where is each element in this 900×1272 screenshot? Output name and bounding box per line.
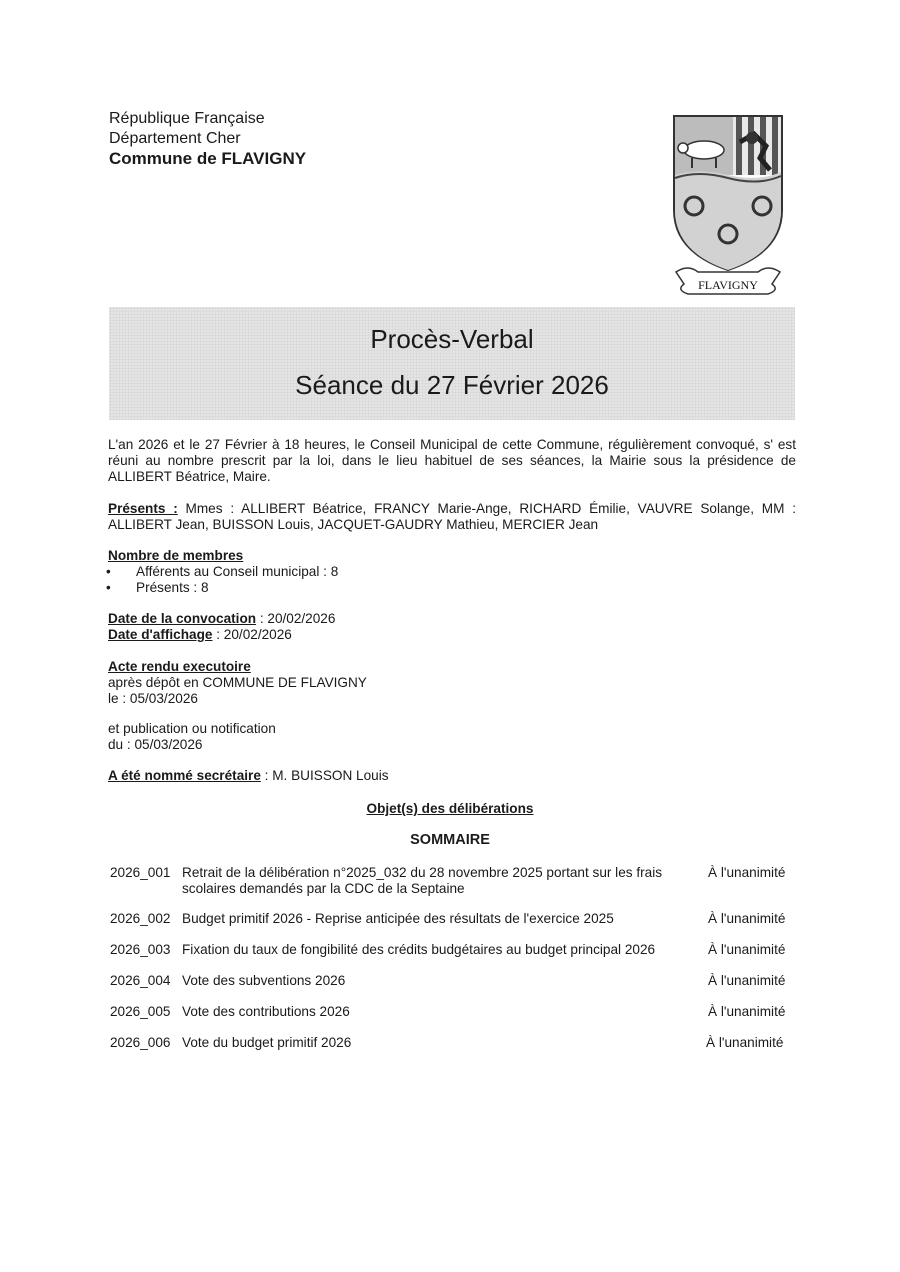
deliberation-number: 2026_003: [110, 942, 171, 957]
deliberation-title: Vote des contributions 2026: [182, 1004, 350, 1019]
department-label: Département Cher: [109, 130, 241, 147]
intro-paragraph: L'an 2026 et le 27 Février à 18 heures, le Conseil Municipal de cette Commune, régulièrement convoqué, s' est réuni au nombre prescrit par la loi, dans le lieu habituel de ses séances, la Mairie sous la présidence de ALLIBERT Béatrice, Maire.: [108, 437, 796, 484]
document-title: Procès-Verbal: [370, 324, 534, 354]
members-afferents-item: [106, 564, 339, 580]
deliberation-title: Fixation du taux de fongibilité des crédits budgétaires au budget principal 2026: [182, 942, 656, 957]
presents-colon: :: [173, 501, 178, 516]
acte-depot: après dépôt en COMMUNE DE FLAVIGNY: [108, 675, 367, 690]
members-heading: [108, 548, 796, 564]
session-date-title: Séance du 27 Février 2026: [295, 370, 609, 400]
municipality-header: [109, 109, 306, 169]
deliberation-number: 2026_005: [110, 1004, 171, 1019]
deliberation-title: Retrait de la délibération n°2025_032 du 28 novembre 2025 portant sur les frais scolaires demandés par la CDC de la Septaine: [182, 865, 663, 896]
deliberation-number: 2026_001: [110, 865, 171, 880]
secretary-label: A été nommé secrétaire: [108, 768, 261, 783]
members-label: Nombre de membres: [108, 548, 244, 563]
members-presents-item: [106, 580, 209, 596]
convocation-label: Date de la convocation: [108, 611, 257, 626]
affichage-date-line: [108, 627, 796, 643]
affichage-value: : 20/02/2026: [212, 627, 292, 642]
objects-heading: [0, 801, 900, 816]
secretary-value: : M. BUISSON Louis: [260, 768, 389, 783]
objects-heading-text: Objet(s) des délibérations: [366, 801, 534, 816]
acte-publication-date: du : 05/03/2026: [108, 737, 203, 752]
secretary-line: [108, 768, 796, 784]
deliberation-number: 2026_004: [110, 973, 171, 988]
summary-heading: SOMMAIRE: [410, 832, 490, 848]
deliberation-vote: À l'unanimité: [708, 942, 786, 957]
presents-paragraph: [108, 501, 796, 533]
acte-heading: [108, 659, 796, 675]
deliberation-vote: À l'unanimité: [708, 1004, 786, 1019]
bullet-icon: •: [106, 564, 111, 579]
members-afferents: Afférents au Conseil municipal : 8: [136, 564, 339, 579]
acte-depot-date: le : 05/03/2026: [108, 691, 198, 706]
deliberation-vote: À l'unanimité: [708, 911, 786, 926]
affichage-label: Date d'affichage: [108, 627, 213, 642]
convocation-value: : 20/02/2026: [256, 611, 336, 626]
presents-list: Mmes : ALLIBERT Béatrice, FRANCY Marie-Ange, RICHARD Émilie, VAUVRE Solange, MM : ALLIBERT Jean, BUISSON Louis, JACQUET-GAUDRY Mathieu, MERCIER Jean: [108, 501, 796, 532]
deliberation-vote: À l'unanimité: [706, 1035, 784, 1050]
deliberation-number: 2026_006: [110, 1035, 171, 1050]
bullet-icon: •: [106, 580, 111, 595]
convocation-date-line: [108, 611, 796, 627]
crest-banner-text: FLAVIGNY: [698, 278, 758, 292]
acte-label: Acte rendu executoire: [108, 659, 251, 674]
deliberation-title: Vote des subventions 2026: [182, 973, 346, 988]
deliberation-number: 2026_002: [110, 911, 171, 926]
flavigny-coat-of-arms: [668, 112, 788, 302]
acte-publication: et publication ou notification: [108, 721, 276, 736]
deliberation-title: Budget primitif 2026 - Reprise anticipée des résultats de l'exercice 2025: [182, 911, 614, 926]
commune-name: Commune de FLAVIGNY: [109, 149, 307, 168]
deliberation-vote: À l'unanimité: [708, 973, 786, 988]
title-box: [109, 307, 795, 420]
deliberation-vote: À l'unanimité: [708, 865, 786, 880]
republic-label: République Française: [109, 110, 265, 127]
members-presents: Présents : 8: [136, 580, 209, 595]
deliberation-title: Vote du budget primitif 2026: [182, 1035, 352, 1050]
presents-label: Présents: [108, 501, 174, 516]
